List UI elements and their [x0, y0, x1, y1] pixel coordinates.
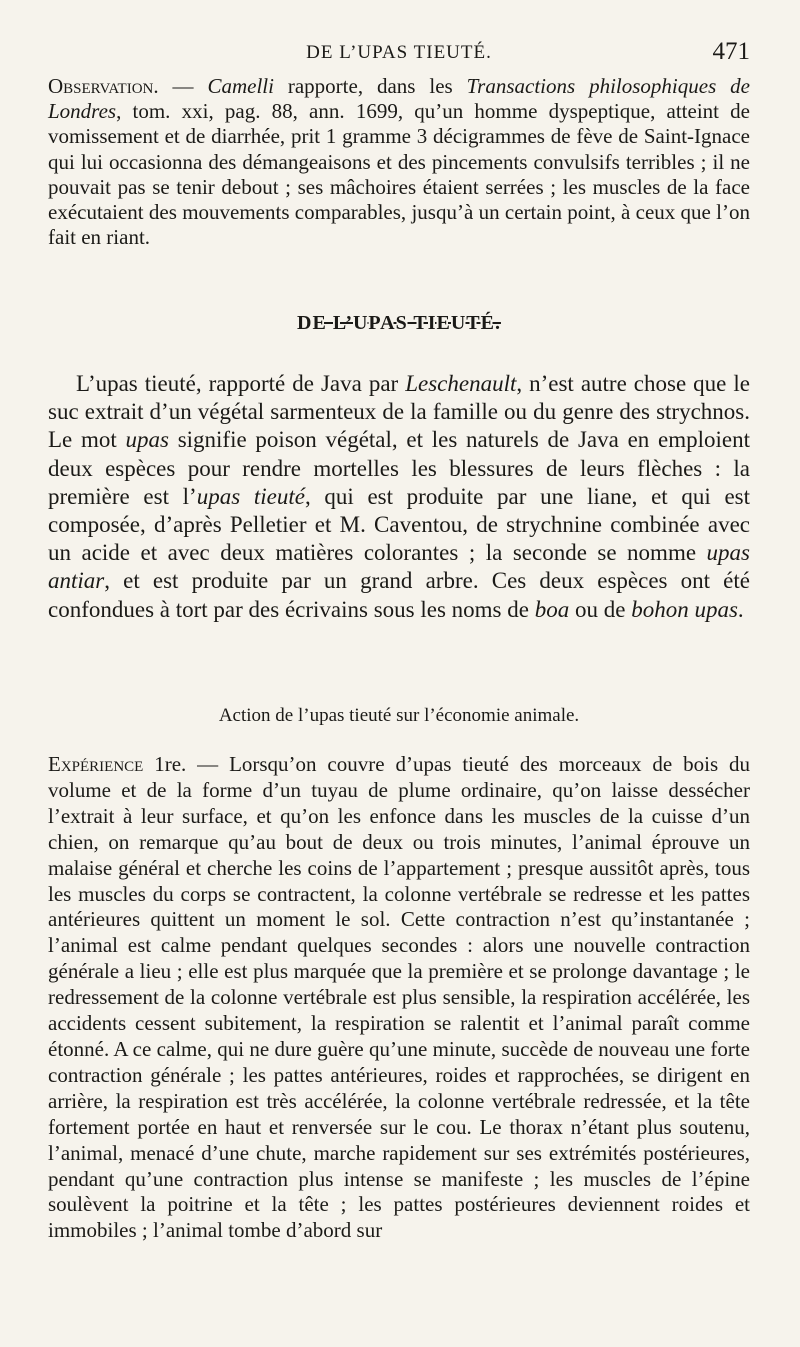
text-run: signifie poison végétal, et les naturels de Java en emploient deux espèces pour rendre mortelles les blessures de leurs flèches : la première est l’ — [48, 427, 751, 509]
experiment-block — [48, 752, 750, 1244]
journal-title: Transactions philosophiques de Londres — [48, 74, 750, 124]
intro-block — [48, 370, 750, 624]
text-run: , n’est autre chose que le suc extrait d’un végétal sarmenteux de la famille ou du genre des strychnos. Le mot — [48, 371, 750, 453]
text-run: . — [737, 596, 744, 622]
observation-label: Observation — [48, 74, 154, 98]
page-number: 471 — [712, 38, 750, 65]
text-run: L’upas tieuté, rapporté de Java par — [76, 371, 406, 396]
subheading: Action de l’upas tieuté sur l’économie animale. — [218, 705, 580, 726]
section-title: DE L’UPAS TIEUTÉ. — [297, 312, 501, 334]
experiment-paragraph — [48, 752, 750, 1244]
text-run: , tom. xxi, pag. 88, ann. 1699, qu’un homme dyspeptique, atteint de vomissement et de diarrhée, prit 1 gramme 3 décigrammes de fève de Saint-Ignace qui lui occasionna des démangeaisons et des pincements convulsifs terribles ; il ne pouvait pas se tenir debout ; ses mâchoires étaient serrées ; les muscles de la face exécutaient des mouvements comparables, jusqu’à un certain point, à ceux que l’on fait en riant. — [48, 99, 750, 250]
term-upas-tieute: upas tieuté — [196, 483, 305, 509]
text-run: , et est produite par un grand arbre. Ces deux espèces ont été confondues à tort par des écrivains sous les noms de — [48, 568, 750, 622]
running-head: DE L’UPAS TIEUTÉ. — [306, 42, 492, 63]
term-bohon-upas: bohon upas — [631, 596, 738, 622]
term-upas: upas — [125, 427, 169, 453]
term-upas-antiar: upas antiar — [48, 540, 750, 594]
experiment-ordinal: 1re — [154, 752, 182, 776]
experiment-label: Expérience — [48, 752, 144, 776]
observation-paragraph — [48, 74, 750, 250]
text-run: ou de — [569, 596, 632, 622]
text-run: rapporte, dans les — [273, 74, 467, 98]
author-leschenault: Leschenault — [405, 371, 517, 396]
text-run: , qui est produite par une liane, et qui est composée, d’après Pelletier et M. Caventou, de strychnine combinée avec un acide et avec deux matières colorantes ; la seconde se nomme — [48, 483, 751, 566]
text-run: . — — [153, 74, 208, 98]
term-boa: boa — [534, 596, 570, 622]
page-header — [48, 38, 750, 74]
intro-paragraph — [48, 370, 750, 624]
text-run: . — Lorsqu’on couvre d’upas tieuté des morceaux de bois du volume et de la forme d’un tuyau de plume ordinaire, qu’on laisse dessécher l’extrait à leur surface, et qu’on les enfonce dans les muscles de la cuisse d’un chien, on remarque qu’au bout de deux ou trois minutes, l’animal éprouve un malaise général et cherche les coins de l’appartement ; presque aussitôt après, tous les muscles du corps se contractent, la colonne vertébrale se redresse et les pattes antérieures quittent un moment le sol. Cette contraction n’est qu’instantanée ; l’animal est calme pendant quelques secondes : alors une nouvelle contraction générale a lieu ; elle est plus marquée que la première et se prolonge davantage ; le redressement de la colonne vertébrale est plus sensible, la respiration accélérée, les accidents cessent subitement, la respiration se ralentit et l’animal paraît comme étonné. A ce calme, qui ne dure guère qu’une minute, succède de nouveau une forte contraction générale ; les pattes antérieures, roides et rapprochées, se dirigent en arrière, la respiration est très accélérée, la colonne vertébrale redressée, et la tête fortement portée en haut et renversée sur le cou. Le thorax n’étant plus soutenu, l’animal, menacé d’une chute, marche rapidement sur ses extrémités postérieures, pendant qu’une contraction plus intense se manifeste ; les muscles de l’épine soulèvent la poitrine et la tête ; les pattes postérieures deviennent roides et immobiles ; l’animal tombe d’abord sur — [48, 752, 750, 1243]
author-camelli: Camelli — [207, 74, 274, 98]
observation-block — [48, 74, 750, 250]
